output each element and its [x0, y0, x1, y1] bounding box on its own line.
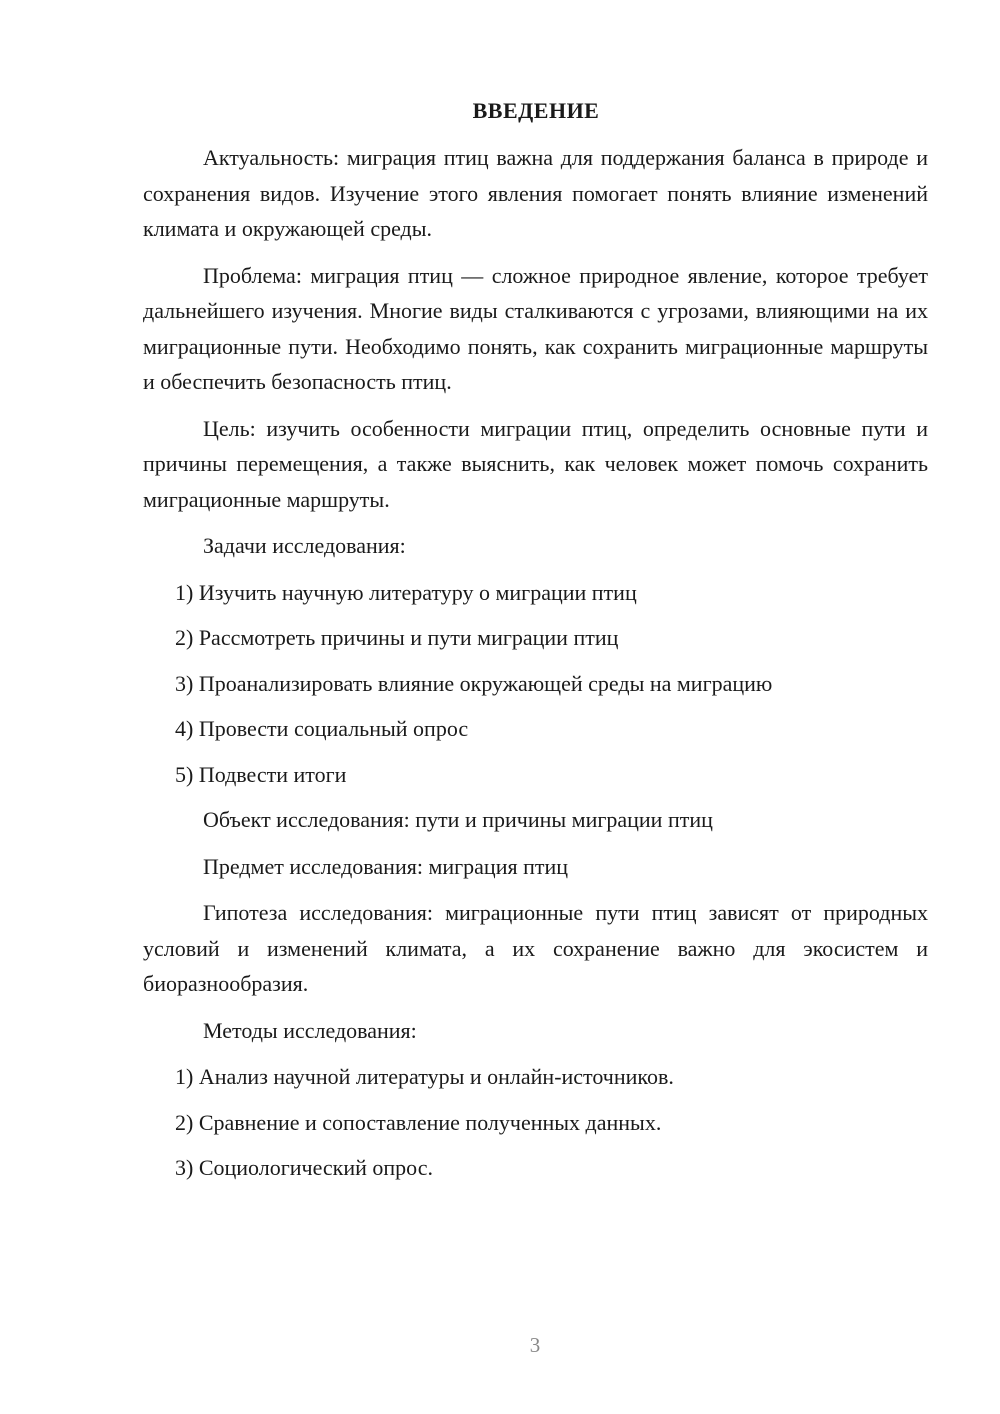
page-title: ВВЕДЕНИЕ	[472, 98, 600, 123]
tasks-heading: Задачи исследования:	[203, 533, 406, 558]
object-paragraph: Объект исследования: пути и причины миграции птиц	[203, 807, 713, 832]
list-item: 5) Подвести итоги	[175, 761, 347, 787]
goal-paragraph: Цель: изучить особенности миграции птиц, определить основные пути и причины перемещения, а также выяснить, как человек может помочь сохранить миграционные маршруты.	[143, 415, 928, 512]
list-item: 2) Сравнение и сопоставление полученных данных.	[175, 1109, 662, 1135]
methods-list	[143, 1059, 928, 1186]
subject-paragraph: Предмет исследования: миграция птиц	[203, 853, 569, 879]
list-item: 1) Анализ научной литературы и онлайн-источников.	[175, 1064, 674, 1089]
page-number: 3	[529, 1333, 541, 1357]
list-item: 4) Провести социальный опрос	[175, 716, 469, 741]
list-item: 3) Проанализировать влияние окружающей среды на миграцию	[175, 670, 773, 696]
list-item: 3) Социологический опрос.	[175, 1155, 433, 1180]
document-body	[143, 140, 928, 1196]
hypothesis-paragraph: Гипотеза исследования: миграционные пути птиц зависят от природных условий и изменений климата, а их сохранение важно для экосистем и биоразнообразия.	[143, 900, 928, 996]
list-item: 2) Рассмотреть причины и пути миграции птиц	[175, 625, 619, 650]
methods-heading: Методы исследования:	[203, 1017, 417, 1043]
list-item: 1) Изучить научную литературу о миграции птиц	[175, 579, 637, 605]
relevance-paragraph: Актуальность: миграция птиц важна для поддержания баланса в природе и сохранения видов. Изучение этого явления помогает понять влияние изменений климата и окружающей среды.	[143, 145, 928, 241]
tasks-list	[143, 575, 928, 793]
problem-paragraph: Проблема: миграция птиц — сложное природное явление, которое требует дальнейшего изучения. Многие виды сталкиваются с угрозами, влияющими на их миграционные пути. Необходимо понять, как сохранить миграционные маршруты и обеспечить безопасность птиц.	[143, 262, 928, 394]
